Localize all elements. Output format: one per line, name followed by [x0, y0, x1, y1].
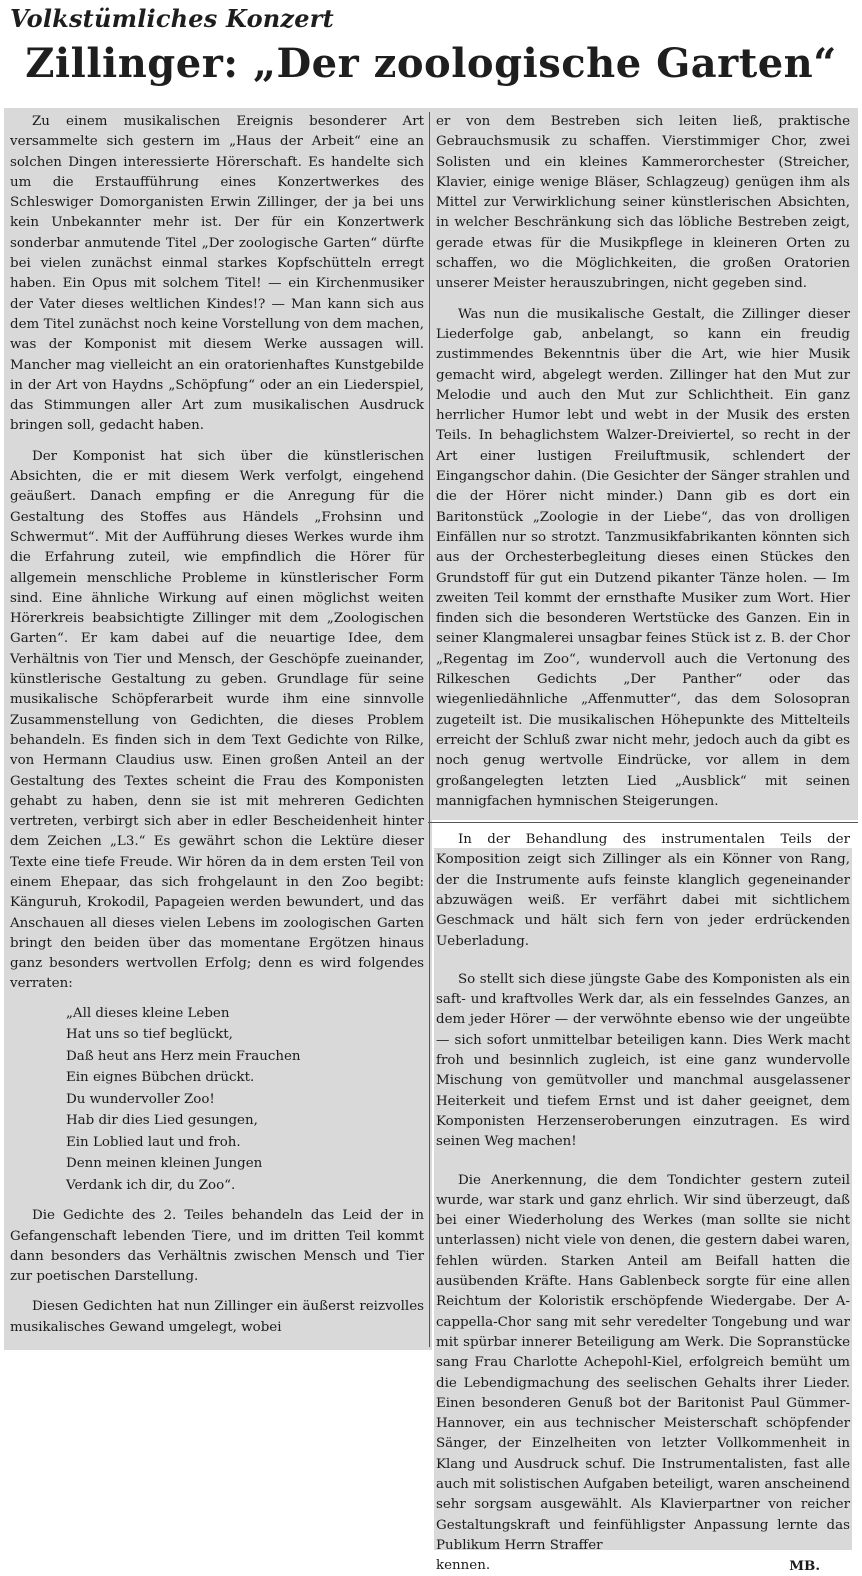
right-column — [436, 112, 850, 1576]
paragraph-musical-form: Was nun die musikalische Gestalt, die Zillinger dieser Liederfolge gab, anbelangt, so kann ein freudig zustimmendes Bekenntnis über die Art, wie hier Musik gemacht wird, abgelegt werden. Zillinger hat den Mut zur Melodie und auch den Mut zur Schlichtheit. Ein ganz herrlicher Humor lebt und webt in der Musik des ersten Teils. In behaglichstem Walzer-Dreiviertel, so recht in der Art einer lustigen Freiluftmusik, schlendert der Eingangschor dahin. (Die Gesichter der Sänger strahlen und die der Hörer nicht minder.) Dann gib es dort ein Baritonstück „Zoologie in der Liebe“, das von drolligen Einfällen nur so strotzt. Tanzmusikfabrikanten könnten sich aus der Orchesterbegleitung dieses einen Stückes den Grundstoff für gut ein Dutzend pikanter Tänze holen. — Im zweiten Teil kommt der ernsthafte Musiker zum Wort. Hier finden sich die besonderen Wertstücke des Ganzen. Ein in seiner Klangmalerei unsagbar feines Stück ist z. B. der Chor „Regentag im Zoo“, wundervoll auch die Vertonung des Rilkeschen Gedichts „Der Panther“ oder das wiegenliedähnliche „Affenmutter“, das dem Solosopran zugeteilt ist. Die musikalischen Höhepunkte des Mittelteils erreicht der Schluß zwar nicht mehr, jedoch auch da gibt es noch genug wertvolle Eindrücke, vor allem in dem großangelegten letzten Lied „Ausblick“ mit seinen mannigfachen hymnischen Steigerungen. — [436, 306, 850, 809]
poem-line: Hab dir dies Lied gesungen, — [66, 1113, 258, 1129]
paragraph-assessment: So stellt sich diese jüngste Gabe des Komponisten als ein saft- und kraftvolles Werk dar, als ein fesselndes Ganzes, an dem jeder Hörer — der verwöhnte ebenso wie der ungeübte — sich sofort unmittelbar beteiligen kann. Dies Werk macht froh und besinnlich zugleich, ist eine ganz wundervolle Mischung von gemütvoller und manchmal ausgelassener Heiterkeit und tiefem Ernst und ist daher geeignet, dem Komponisten Herzenseroberungen einzutragen. Es wird seinen Weg machen! — [436, 971, 850, 1150]
paragraph-instrumental: In der Behandlung des instrumentalen Teils der Komposition zeigt sich Zillinger als ein Könner von Rang, der die Instrumente aufs feinste klanglich gegeneinander abzuwägen weiß. Er verfährt dabei mit sichtlichem Geschmack und hält sich fern von jeder erdrückenden Ueberladung. — [436, 832, 850, 949]
author-signature: MB. — [789, 1558, 820, 1575]
paragraph-musical-garment: Diesen Gedichten hat nun Zillinger ein äußerst reizvolles musikalisches Gewand umgelegt, wobei — [10, 1299, 424, 1335]
paragraph-continuation: er von dem Bestreben sich leiten ließ, praktische Gebrauchsmusik zu schaffen. Vierstimmiger Chor, zwei Solisten und ein kleines Kammerorchester (Streicher, Klavier, einige wenige Bläser, Schlagzeug) genügen ihm als Mittel zur Verwirklichung seiner künstlerischen Absichten, in welcher Beschränkung sich das löbliche Bestreben zeigt, gerade etwas für die Musikpflege in kleineren Orten zu schaffen, wo die Möglichkeiten, die großen Oratorien unserer Meister herauszubringen, nicht gegeben sind. — [436, 114, 850, 292]
headline: Zillinger: „Der zoologische Garten“ — [25, 40, 837, 87]
closing-line — [436, 1556, 850, 1576]
poem-line: Verdank ich dir, du Zoo“. — [66, 1177, 236, 1193]
poem-line: „All dieses kleine Leben — [66, 1005, 230, 1021]
poem-line: Daß heut ans Herz mein Frauchen — [66, 1048, 301, 1064]
paragraph-reception: Die Anerkennung, die dem Tondichter gestern zuteil wurde, war stark und ganz ehrlich. Wir sind überzeugt, daß bei einer Wiederholung des Werkes (man sollte sie nicht unterlassen) nicht viele von denen, die gestern dabei waren, fehlen würden. Starken Anteil am Beifall hatten die ausübenden Kräfte. Hans Gablenbeck sorgte für eine allen Reichtum der Koloristik erschöpfende Wiedergabe. Der A-cappella-Chor sang mit sehr veredelter Tongebung und war mit spürbar innerer Beteiligung am Werk. Die Sopranstücke sang Frau Charlotte Achepohl-Kiel, erfolgreich bemüht um die Lebendigmachung des seelischen Gehalts ihrer Lieder. Einen besonderen Genuß bot der Baritonist Paul Gümmer-Hannover, ein aus technischer Meisterschaft schöpfender Sänger, der Einzelheiten von letzter Vollkommenheit in Klang und Ausdruck schuf. Die Instrumentalisten, fast alle auch mit solistischen Aufgaben beteiligt, waren anscheinend sehr sorgsam ausgewählt. Als Klavierpartner von reicher Gestaltungskraft und feinfühligster Anpassung lernte das Publikum Herrn Straffer — [436, 1172, 850, 1553]
poem-line: Ein eignes Bübchen drückt. — [66, 1070, 255, 1086]
paragraph-second-part: Die Gedichte des 2. Teiles behandeln das Leid der in Gefangenschaft lebenden Tiere, und im dritten Teil kommt dann besonders das Verhältnis zwischen Mensch und Tier zur poetischen Darstellung. — [10, 1208, 424, 1285]
kicker-title: Volkstümliches Konzert — [10, 4, 334, 33]
left-column — [10, 112, 424, 1338]
closing-word: kennen. — [436, 1558, 491, 1574]
paragraph-intro: Zu einem musikalischen Ereignis besonderer Art versammelte sich gestern im „Haus der Arbeit“ eine an solchen Dingen interessierte Hörerschaft. Es handelte sich um die Erstaufführung eines Konzertwerkes des Schleswiger Domorganisten Erwin Zillinger, der ja bei uns kein Unbekannter mehr ist. Der für ein Konzertwerk sonderbar anmutende Titel „Der zoologische Garten“ dürfte bei vielen zunächst einmal starkes Kopfschütteln erregt haben. Ein Opus mit solchem Titel! — ein Kirchenmusiker der Vater dieses weltlichen Kindes!? — Man kann sich aus dem Titel zunächst noch keine Vorstellung von dem machen, was der Komponist mit diesem Werke aussagen will. Mancher mag vielleicht an ein oratorienhaftes Kunstgebilde in der Art von Haydns „Schöpfung“ oder an ein Liederspiel, das Stimmungen aller Art zum musikalischen Ausdruck bringen soll, gedacht haben. — [10, 114, 424, 434]
poem-line: Ein Loblied laut und froh. — [66, 1134, 241, 1150]
poem-line: Hat uns so tief beglückt, — [66, 1027, 233, 1043]
poem-line: Denn meinen kleinen Jungen — [66, 1156, 263, 1172]
poem — [10, 1003, 424, 1197]
column-divider — [429, 112, 430, 1347]
paragraph-composer-intent: Der Komponist hat sich über die künstlerischen Absichten, die er mit diesem Werk verfolgt, eingehend geäußert. Danach empfing er die Anregung für die Gestaltung des Stoffes aus Händels „Frohsinn und Schwermut“. Mit der Aufführung dieses Werkes wurde ihm die Erfahrung zuteil, wie empfindlich die Hörer für allgemein menschliche Probleme in künstlerischer Form sind. Eine ähnliche Wirkung auf einen möglichst weiten Hörerkreis beabsichtigte Zillinger mit dem „Zoologischen Garten“. Er kam dabei auf die neuartige Idee, dem Verhältnis von Tier und Mensch, der Geschöpfe zueinander, künstlerische Gestaltung zu geben. Grundlage für seine musikalische Schöpferarbeit wurde ihm eine sinnvolle Zusammenstellung von Gedichten, die dieses Problem behandeln. Es finden sich in dem Text Gedichte von Rilke, von Hermann Claudius usw. Einen großen Anteil an der Gestaltung des Textes scheint die Frau des Komponisten gehabt zu haben, denn sie ist mit mehreren Gedichten vertreten, verbirgt sich aber in edler Bescheidenheit hinter dem Zeichen „L3.“ Es gewährt schon die Lektüre dieser Texte eine tiefe Freude. Wir hören da in dem ersten Teil von einem Ehepaar, das sich frohgelaunt in den Zoo begibt: Känguruh, Krokodil, Papageien werden bewundert, und das Anschauen all dieses vielen Lebens im zoologischen Garten bringt den beiden über das momentane Ergötzen hinaus ganz besonders wertvollen Erfolg; denn es wird folgendes verraten: — [10, 448, 424, 992]
poem-line: Du wundervoller Zoo! — [66, 1091, 215, 1107]
